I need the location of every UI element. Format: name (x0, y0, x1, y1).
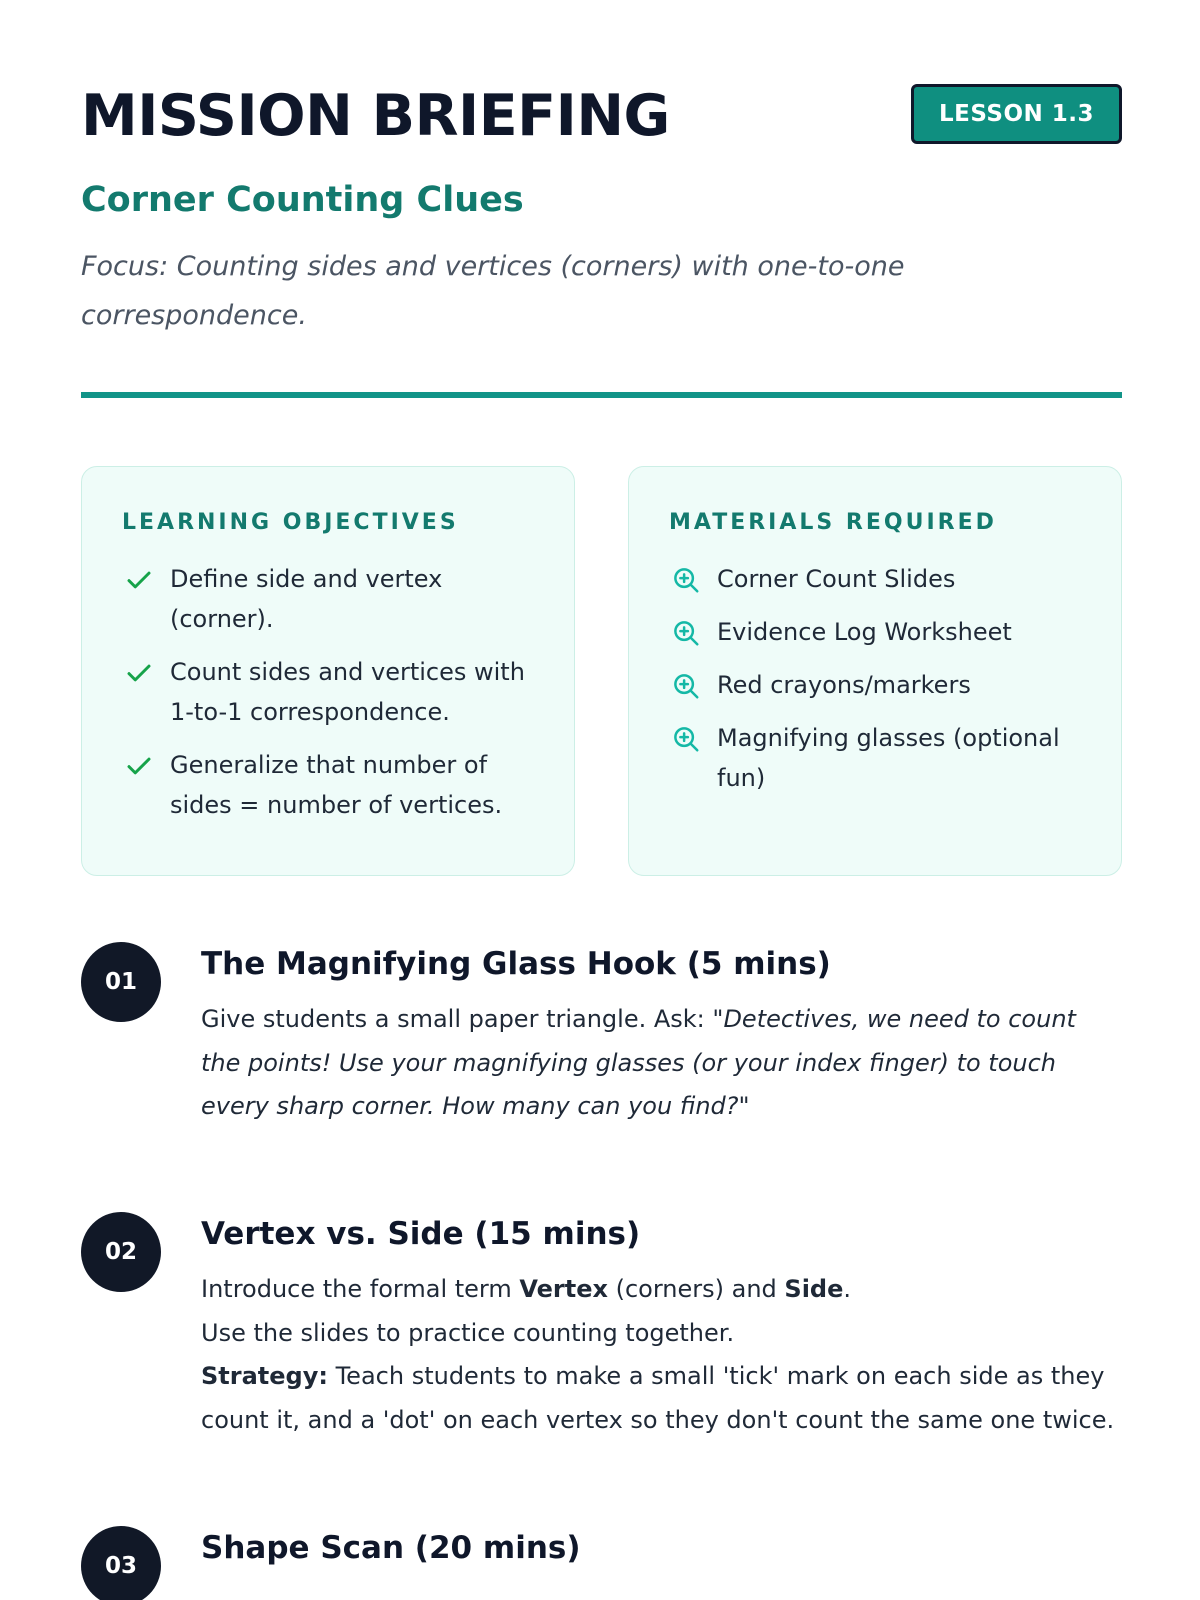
strategy-text: Teach students to make a small 'tick' mark on each side as they count it, and a 'dot' on each vertex so they don't count the same one twice. (201, 1362, 1115, 1434)
objective-item (122, 559, 534, 639)
materials-heading: MATERIALS REQUIRED (669, 510, 997, 535)
step-text-part: Introduce the formal term (201, 1275, 520, 1303)
material-item (669, 559, 1081, 599)
material-text: Evidence Log Worksheet (717, 618, 1012, 646)
step-number: 03 (81, 1526, 161, 1600)
strategy-label: Strategy: (201, 1362, 328, 1390)
material-item (669, 718, 1081, 798)
check-icon (124, 565, 154, 595)
material-item (669, 665, 1081, 705)
objectives-heading: LEARNING OBJECTIVES (122, 510, 459, 535)
material-item (669, 612, 1081, 652)
check-icon (124, 658, 154, 688)
step-body (201, 942, 1121, 1129)
step-title: Shape Scan (20 mins) (201, 1530, 581, 1566)
term-side: Side (784, 1275, 844, 1303)
zoom-in-icon (671, 565, 701, 595)
objective-text: Define side and vertex (corner). (170, 565, 443, 633)
objective-text: Generalize that number of sides = number of vertices. (170, 751, 503, 819)
zoom-in-icon (671, 618, 701, 648)
step-intro: Give students a small paper triangle. Ask: (201, 1005, 713, 1033)
check-icon (124, 751, 154, 781)
step-text-part: . (843, 1275, 852, 1303)
step-number: 02 (81, 1212, 161, 1292)
step-quote: "Detectives, we need to count the points! Use your magnifying glasses (or your index finger) to touch every sharp corner. How many can you find?" (201, 1005, 1076, 1120)
step-title: Vertex vs. Side (15 mins) (201, 1216, 641, 1252)
step-strategy (201, 1355, 1121, 1442)
step-text-part: (corners) and (607, 1275, 785, 1303)
material-text: Corner Count Slides (717, 565, 956, 593)
objective-text: Count sides and vertices with 1-to-1 correspondence. (170, 658, 525, 726)
step-body (201, 1212, 1121, 1442)
step-number: 01 (81, 942, 161, 1022)
objective-item (122, 652, 534, 732)
step-text: Use the slides to practice counting together. (201, 1318, 735, 1347)
materials-list (669, 559, 1081, 798)
step-title: The Magnifying Glass Hook (5 mins) (201, 946, 831, 982)
objectives-card (81, 466, 575, 876)
page-title: MISSION BRIEFING (81, 83, 670, 149)
step-text (201, 1268, 1121, 1312)
material-text: Red crayons/markers (717, 671, 971, 699)
lesson-badge: LESSON 1.3 (911, 84, 1122, 144)
zoom-in-icon (671, 724, 701, 754)
zoom-in-icon (671, 671, 701, 701)
materials-card (628, 466, 1122, 876)
header (81, 84, 1122, 148)
lesson-focus: Focus: Counting sides and vertices (corners) with one-to-one correspondence. (81, 251, 905, 331)
material-text: Magnifying glasses (optional fun) (717, 724, 1060, 792)
objective-item (122, 745, 534, 825)
lesson-subtitle: Corner Counting Clues (81, 180, 524, 220)
term-vertex: Vertex (519, 1275, 608, 1303)
step-text (201, 998, 1121, 1129)
objectives-list (122, 559, 534, 825)
header-divider (81, 392, 1122, 398)
step-body (201, 1526, 1121, 1582)
